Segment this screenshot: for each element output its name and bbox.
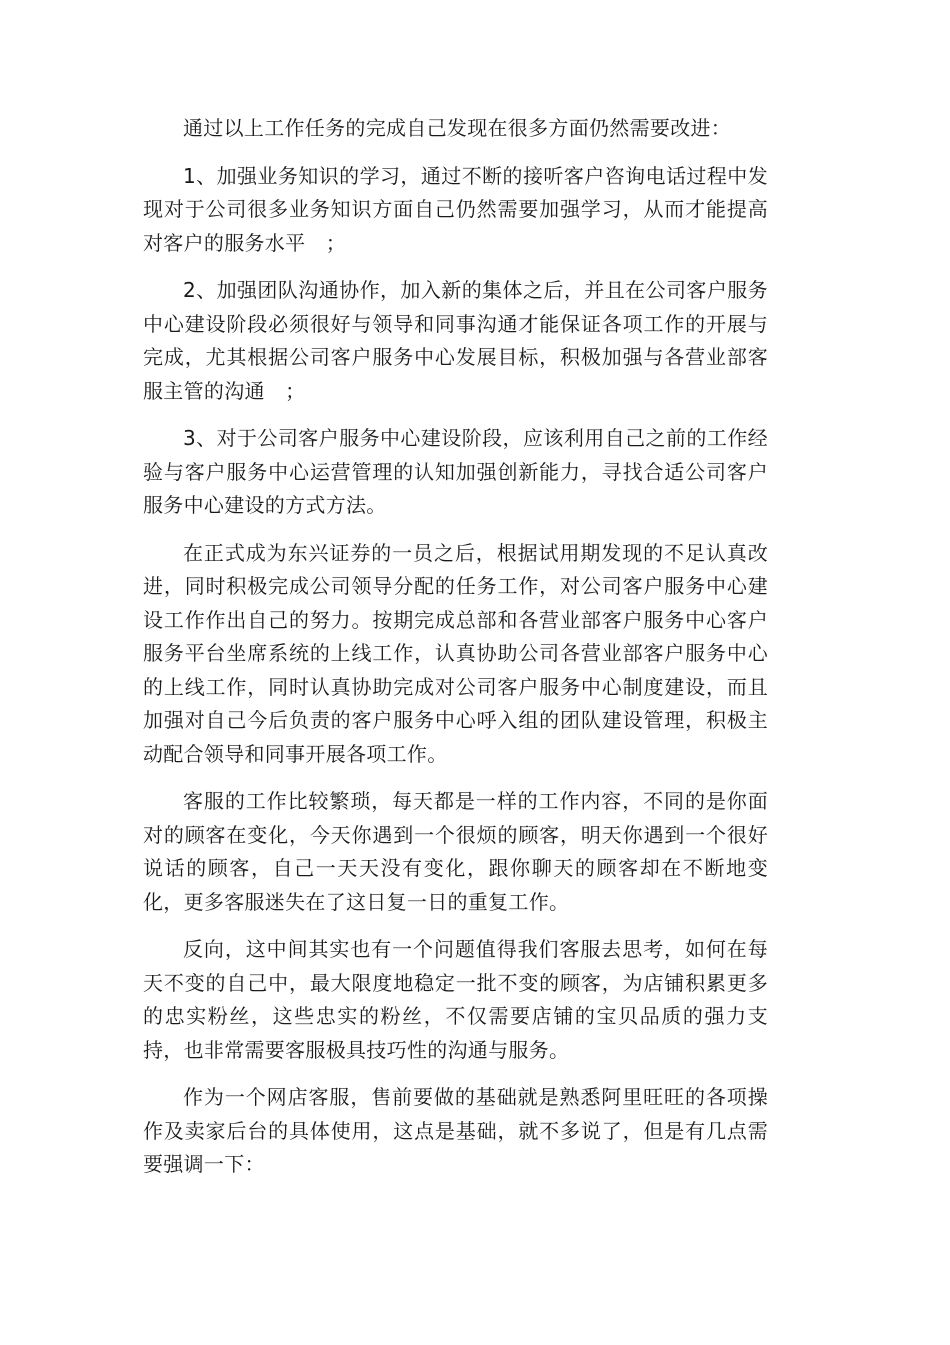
paragraph-reflection: 反向，这中间其实也有一个问题值得我们客服去思考，如何在每天不变的自己中，最大限度地稳定一批不变的顾客，为店铺积累更多的忠实粉丝，这些忠实的粉丝，不仅需要店铺的宝贝品质的强力支持，也非常需要客服极具技巧性的沟通与服务。 — [143, 937, 768, 1062]
paragraph-item-2: 2、加强团队沟通协作，加入新的集体之后，并且在公司客户服务中心建设阶段必须很好与领导和同事沟通才能保证各项工作的开展与完成，尤其根据公司客户服务中心发展目标，积极加强与各营业部客服主管的沟通 ； — [143, 278, 768, 403]
paragraph-service-routine: 客服的工作比较繁琐，每天都是一样的工作内容，不同的是你面对的顾客在变化，今天你遇到一个很烦的顾客，明天你遇到一个很好说话的顾客，自己一天天没有变化，跟你聊天的顾客却在不断地变化，更多客服迷失在了这日复一日的重复工作。 — [143, 789, 768, 914]
paragraph-shop-service: 作为一个网店客服，售前要做的基础就是熟悉阿里旺旺的各项操作及卖家后台的具体使用，这点是基础，就不多说了，但是有几点需要强调一下： — [143, 1085, 768, 1176]
paragraph-item-3: 3、对于公司客户服务中心建设阶段，应该利用自己之前的工作经验与客户服务中心运营管理的认知加强创新能力，寻找合适公司客户服务中心建设的方式方法。 — [143, 426, 768, 517]
document-page — [143, 112, 768, 1196]
paragraph-intro: 通过以上工作任务的完成自己发现在很多方面仍然需要改进： — [183, 116, 732, 140]
paragraph-item-1: 1、加强业务知识的学习，通过不断的接听客户咨询电话过程中发现对于公司很多业务知识方面自己仍然需要加强学习，从而才能提高对客户的服务水平 ； — [143, 163, 768, 255]
paragraph-formal-member: 在正式成为东兴证券的一员之后，根据试用期发现的不足认真改进，同时积极完成公司领导分配的任务工作，对公司客户服务中心建设工作作出自己的努力。按期完成总部和各营业部客户服务中心客户服务平台坐席系统的上线工作，认真协助公司各营业部客户服务中心的上线工作，同时认真协助完成对公司客户服务中心制度建设，而且加强对自己今后负责的客户服务中心呼入组的团队建设管理，积极主动配合领导和同事开展各项工作。 — [143, 540, 768, 766]
